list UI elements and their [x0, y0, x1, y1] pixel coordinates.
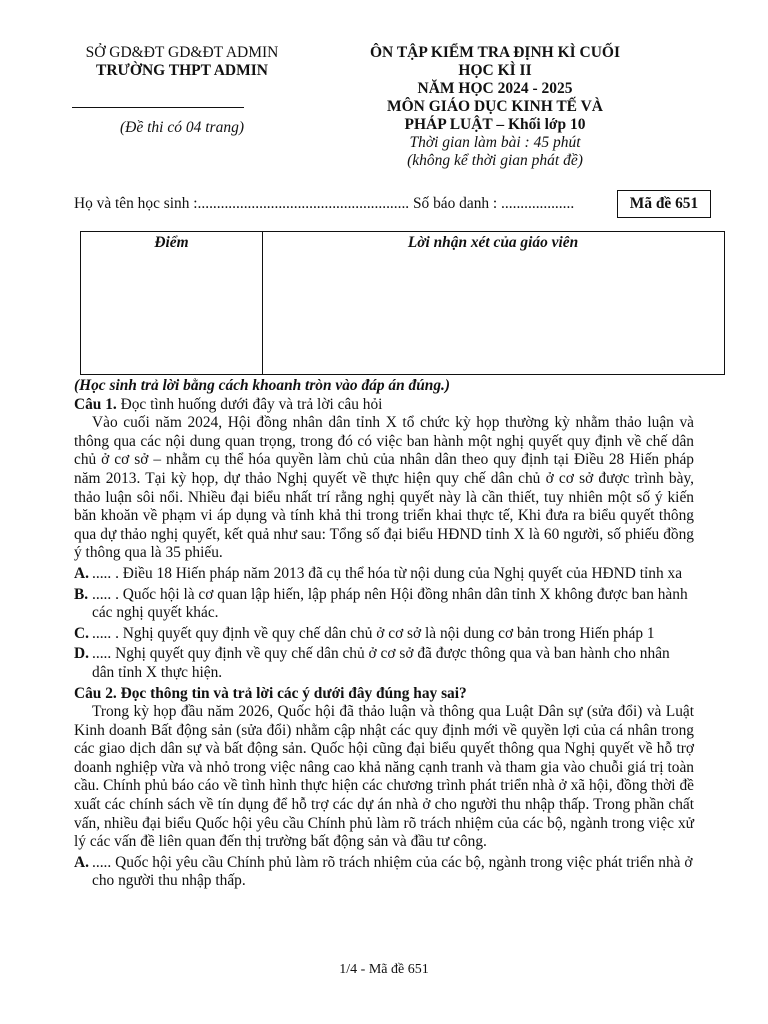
student-info-line: Họ và tên học sinh :....................................................... Số báo danh : ...................	[74, 195, 575, 212]
option-letter: B.	[74, 585, 89, 603]
table-column-divider	[262, 232, 263, 374]
header-divider	[72, 107, 244, 108]
subject-line2: PHÁP LUẬT – Khối lớp 10	[404, 116, 586, 133]
department-name: SỞ GD&ĐT GD&ĐT ADMIN	[85, 44, 279, 61]
question-prompt: Đọc tình huống dưới đây và trả lời câu hỏi	[120, 395, 383, 413]
subject-line1: MÔN GIÁO DỤC KINH TẾ VÀ	[386, 98, 604, 115]
exam-content	[74, 377, 694, 891]
option-letter: A.	[74, 564, 89, 582]
option-letter: C.	[74, 624, 89, 642]
exam-duration: Thời gian làm bài : 45 phút	[409, 134, 581, 151]
exam-code-box: Mã đề 651	[617, 190, 711, 218]
question-label: Câu 1.	[74, 395, 117, 413]
q1-option-c[interactable]	[74, 625, 694, 644]
question-label: Câu 2.	[74, 684, 117, 702]
school-header	[62, 44, 302, 80]
teacher-comment-header: Lời nhận xét của giáo viên	[407, 234, 579, 251]
question-1-heading	[74, 396, 694, 415]
question-2-passage: Trong kỳ họp đầu năm 2026, Quốc hội đã thảo luận và thông qua Luật Dân sự (sửa đổi) và Luật Kinh doanh Bất động sản (sửa đổi) nhằm cập nhật các quy định mới về quyền lợi của cá nhân trong các giao dịch dân sự và bất động sản. Quốc hội cũng đại biểu quyết thông qua Nghị quyết về hỗ trợ doanh nghiệp vừa và nhỏ trong việc nâng cao khả năng cạnh tranh và tham gia vào chuỗi giá trị toàn cầu. Chính phủ báo cáo về tình hình thực hiện các chương trình phát triển nhà ở xã hội, đồng thời đề xuất các chính sách về tín dụng để hỗ trợ các dự án nhà ở cho người thu nhập thấp. Trong phần chất vấn, nhiều đại biểu Quốc hội yêu cầu Chính phủ làm rõ trách nhiệm của các bộ, ngành trong việc xử lý các vấn đề liên quan đến thị trường bất động sản và đầu tư công.	[74, 703, 694, 851]
score-header: Điểm	[154, 234, 189, 251]
school-year: NĂM HỌC 2024 - 2025	[417, 80, 573, 97]
q1-option-a[interactable]	[74, 565, 694, 584]
q1-option-b[interactable]	[74, 586, 694, 623]
question-2-heading	[74, 685, 694, 704]
score-table	[80, 231, 725, 375]
option-text: ..... Nghị quyết quy định về quy chế dân chủ ở cơ sở đã được thông qua và ban hành cho nhân dân tỉnh X thực hiện.	[92, 645, 670, 681]
exam-duration-note: (không kể thời gian phát đề)	[407, 152, 583, 169]
question-prompt: Đọc thông tin và trả lời các ý dưới đây đúng hay sai?	[120, 684, 467, 702]
page-footer: 1/4 - Mã đề 651	[339, 962, 429, 977]
question-1-passage: Vào cuối năm 2024, Hội đồng nhân dân tỉnh X tổ chức kỳ họp thường kỳ nhằm thảo luận và thông qua các nội dung quan trọng, trong đó có việc ban hành một nghị quyết quy định về chế dân chủ ở cơ sở – nhằm cụ thể hóa quyền làm chủ của nhân dân theo quy định tại Điều 28 Hiến pháp năm 2013. Tại kỳ họp, dự thảo Nghị quyết về thực hiện quy chế dân chủ ở cơ sở được trình bày, thảo luận sôi nổi. Nhiều đại biểu nhất trí rằng nghị quyết này là cần thiết, tuy nhiên một số ý kiến băn khoăn về phạm vi áp dụng và tính khả thi trong triển khai thực tế, Khi đưa ra biểu quyết thông qua dự thảo nghị quyết, kết quả như sau: Tổng số đại biểu HĐND tỉnh X là 60 người, số phiếu đồng ý thông qua là 35 phiếu.	[74, 414, 694, 562]
option-text: ..... . Quốc hội là cơ quan lập hiến, lập pháp nên Hội đồng nhân dân tỉnh X không được ban hành các nghị quyết khác.	[92, 585, 688, 622]
q1-option-d[interactable]	[74, 645, 694, 682]
option-text: ..... Quốc hội yêu cầu Chính phủ làm rõ trách nhiệm của các bộ, ngành trong việc phát triển nhà ở cho người thu nhập thấp.	[92, 853, 693, 890]
exam-title-line2: HỌC KÌ II	[458, 62, 532, 79]
option-letter: A.	[74, 853, 89, 871]
school-name: TRƯỜNG THPT ADMIN	[96, 62, 268, 79]
option-letter: D.	[74, 645, 89, 663]
option-text: ..... . Nghị quyết quy định về quy chế dân chủ ở cơ sở là nội dung cơ bản trong Hiến pháp 1	[92, 624, 655, 642]
option-text: ..... . Điều 18 Hiến pháp năm 2013 đã cụ thể hóa từ nội dung của Nghị quyết của HĐND tỉnh xa	[92, 564, 683, 582]
pages-note: (Đề thi có 04 trang)	[120, 119, 244, 136]
exam-title-line1: ÔN TẬP KIỂM TRA ĐỊNH KÌ CUỐI	[369, 44, 621, 61]
answer-instruction: (Học sinh trả lời bằng cách khoanh tròn vào đáp án đúng.)	[74, 377, 450, 394]
exam-header	[345, 44, 645, 170]
q2-option-a[interactable]	[74, 854, 694, 891]
